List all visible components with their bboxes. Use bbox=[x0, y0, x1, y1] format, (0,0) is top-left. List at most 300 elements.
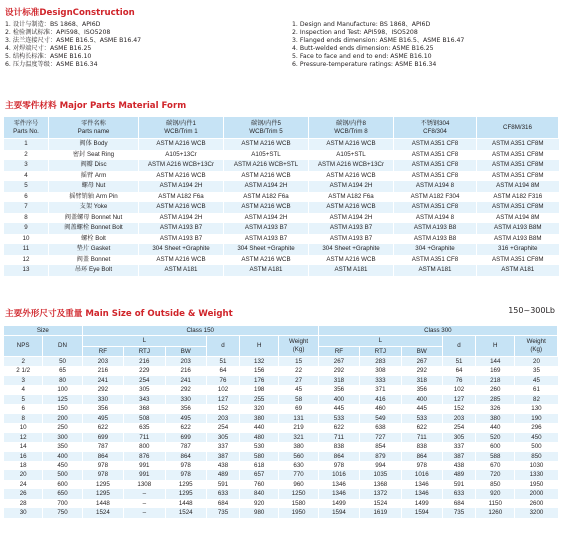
dims-cell: 495 bbox=[82, 414, 123, 423]
parts-header-en: WCB/Trim 1 bbox=[164, 127, 198, 135]
dims-cell: 58 bbox=[279, 395, 318, 404]
weight300-unit: (Kg) bbox=[530, 346, 543, 353]
dims-cell: 440 bbox=[240, 423, 279, 432]
parts-cell: A105+STL bbox=[224, 150, 309, 161]
nps-header: NPS bbox=[4, 336, 43, 357]
parts-header-cn: 碳钢/内件1 bbox=[166, 119, 196, 127]
dims-cell: 1295 bbox=[165, 480, 206, 489]
dims-cell: 292 bbox=[82, 385, 123, 394]
parts-cell: ASTM A351 CF8M bbox=[477, 150, 559, 161]
parts-row bbox=[4, 223, 559, 234]
d300-header: d bbox=[442, 336, 475, 357]
size-header: Size bbox=[4, 326, 83, 336]
parts-cell: 螺母 Nut bbox=[49, 181, 139, 192]
dims-cell: – bbox=[124, 508, 165, 517]
dims-cell: 26 bbox=[4, 489, 43, 498]
parts-row bbox=[4, 171, 559, 182]
dims-cell: 296 bbox=[515, 423, 558, 432]
rf300-header: RF bbox=[318, 347, 359, 357]
parts-header-cn: 零件序号 bbox=[13, 119, 39, 127]
weight150-label: Weight bbox=[288, 338, 309, 345]
dims-cell: 400 bbox=[318, 395, 359, 404]
parts-header-row bbox=[4, 117, 559, 139]
dims-cell: 1524 bbox=[360, 499, 401, 508]
dims-cell: 1030 bbox=[515, 461, 558, 470]
parts-cell: ASTM A193 B7 bbox=[139, 234, 224, 245]
dims-title-en: Main Size of Outside & Weight bbox=[85, 309, 233, 319]
dims-cell: 61 bbox=[515, 385, 558, 394]
weight300-label: Weight bbox=[526, 338, 546, 345]
dims-cell: 978 bbox=[318, 461, 359, 470]
dims-cell: 241 bbox=[82, 376, 123, 385]
dims-row bbox=[4, 404, 558, 413]
class150-header: Class 150 bbox=[82, 326, 318, 336]
parts-header-en: Parts name bbox=[77, 127, 110, 135]
dims-cell: 1035 bbox=[360, 470, 401, 479]
parts-cell: ASTM A216 WCB bbox=[224, 139, 309, 150]
parts-cell: ASTM A194 8M bbox=[477, 213, 559, 224]
parts-cell: ASTM A216 WCB bbox=[309, 171, 394, 182]
dims-cell: 480 bbox=[240, 433, 279, 442]
dims-cell: 1619 bbox=[360, 508, 401, 517]
design-standard-en-line: 5. Face to face and end to end: ASME B16.10 bbox=[292, 53, 432, 61]
parts-cell: ASTM A216 WCB bbox=[309, 255, 394, 266]
parts-cell: ASTM A194 8 bbox=[394, 213, 477, 224]
parts-cell: ASTM A193 B8 bbox=[394, 223, 477, 234]
dims-cell: 321 bbox=[279, 433, 318, 442]
dims-cell: 978 bbox=[401, 461, 442, 470]
dims-cell: 24 bbox=[4, 480, 43, 489]
dims-cell: 1150 bbox=[476, 499, 515, 508]
pressure-range: 150~300Lb bbox=[508, 306, 555, 315]
dims-cell: 292 bbox=[318, 366, 359, 375]
parts-row bbox=[4, 255, 559, 266]
parts-cell: ASTM A216 WCB bbox=[224, 202, 309, 213]
parts-cell: ASTM A182 F6a bbox=[309, 192, 394, 203]
dims-cell: 650 bbox=[43, 489, 82, 498]
dims-cell: 1372 bbox=[360, 489, 401, 498]
dims-cell: 125 bbox=[43, 395, 82, 404]
dims-cell: 1346 bbox=[401, 480, 442, 489]
parts-header-cell bbox=[139, 117, 224, 139]
design-standard-en-line: 2. Inspection and Test: API598、ISO5208 bbox=[292, 29, 418, 37]
dims-cell: 131 bbox=[279, 414, 318, 423]
dims-cell: 489 bbox=[442, 470, 475, 479]
dims-cell: 1499 bbox=[318, 499, 359, 508]
parts-cell: 阀体 Body bbox=[49, 139, 139, 150]
design-standard-cn-line: 6. 压力温度等级：ASME B16.34 bbox=[5, 61, 98, 69]
dims-cell: 445 bbox=[401, 404, 442, 413]
dims-cell: 991 bbox=[124, 470, 165, 479]
dimensions-table bbox=[3, 325, 558, 518]
parts-cell: ASTM A194 8 bbox=[394, 181, 477, 192]
parts-cell: ASTM A193 B7 bbox=[309, 223, 394, 234]
parts-cell: ASTM A193 B7 bbox=[139, 223, 224, 234]
dims-cell: 416 bbox=[360, 395, 401, 404]
parts-cell: ASTM A351 CF8 bbox=[394, 202, 477, 213]
dims-cell: 1524 bbox=[82, 508, 123, 517]
dims-section-title bbox=[5, 307, 233, 319]
dims-cell: 991 bbox=[124, 461, 165, 470]
dims-cell: 326 bbox=[476, 404, 515, 413]
rtj150-header: RTJ bbox=[124, 347, 165, 357]
parts-cell: ASTM A351 CF8M bbox=[477, 202, 559, 213]
dims-cell: 30 bbox=[4, 508, 43, 517]
dims-cell: 4 bbox=[4, 385, 43, 394]
dims-cell: 218 bbox=[476, 376, 515, 385]
parts-cell: 5 bbox=[4, 181, 49, 192]
parts-row bbox=[4, 244, 559, 255]
parts-row bbox=[4, 265, 559, 276]
dims-cell: 622 bbox=[82, 423, 123, 432]
dims-cell: 152 bbox=[442, 404, 475, 413]
dims-cell: 630 bbox=[279, 461, 318, 470]
parts-cell: ASTM A182 F304 bbox=[394, 192, 477, 203]
dims-cell: 76 bbox=[206, 376, 239, 385]
dims-cell: 330 bbox=[165, 395, 206, 404]
parts-cell: ASTM A216 WCB bbox=[224, 171, 309, 182]
dims-cell: 229 bbox=[124, 366, 165, 375]
parts-cell: ASTM A216 WCB bbox=[224, 255, 309, 266]
dims-cell: 356 bbox=[401, 385, 442, 394]
parts-title-en: Major Parts Material Form bbox=[59, 101, 187, 111]
dims-cell: 350 bbox=[43, 442, 82, 451]
parts-header-cn: 碳钢/内件5 bbox=[251, 119, 281, 127]
dims-cell: 438 bbox=[206, 461, 239, 470]
dims-cell: 51 bbox=[442, 357, 475, 367]
parts-cell: 9 bbox=[4, 223, 49, 234]
dims-cell: 1346 bbox=[401, 489, 442, 498]
dims-cell: 711 bbox=[401, 433, 442, 442]
design-standard-en-line: 6. Pressure-temperature ratings: ASME B16.34 bbox=[292, 61, 437, 69]
dims-cell: 633 bbox=[442, 489, 475, 498]
dims-cell: 960 bbox=[279, 480, 318, 489]
dims-cell: 750 bbox=[43, 508, 82, 517]
dims-cell: 440 bbox=[476, 423, 515, 432]
dims-cell: 150 bbox=[43, 404, 82, 413]
dims-cell: 560 bbox=[279, 452, 318, 461]
parts-row bbox=[4, 160, 559, 171]
dims-cell: 1368 bbox=[360, 480, 401, 489]
parts-cell: ASTM A216 WCB bbox=[139, 202, 224, 213]
dims-cell: 203 bbox=[82, 357, 123, 367]
dims-row bbox=[4, 461, 558, 470]
parts-cell: ASTM A194 2H bbox=[309, 181, 394, 192]
dims-cell: 920 bbox=[476, 489, 515, 498]
dims-cell: 920 bbox=[240, 499, 279, 508]
dims-cell: 864 bbox=[401, 452, 442, 461]
dims-cell: 635 bbox=[124, 423, 165, 432]
dims-cell: 994 bbox=[360, 461, 401, 470]
dims-row bbox=[4, 442, 558, 451]
dims-cell: 241 bbox=[165, 376, 206, 385]
dims-cell: 400 bbox=[401, 395, 442, 404]
parts-cell: ASTM A181 bbox=[139, 265, 224, 276]
parts-header-cn: CF8M/316 bbox=[503, 123, 532, 131]
dims-cell: 2 1/2 bbox=[4, 366, 43, 375]
dims-cell: 216 bbox=[82, 366, 123, 375]
l300-header: L bbox=[318, 336, 442, 347]
dims-cell: 549 bbox=[360, 414, 401, 423]
dims-cell: 854 bbox=[360, 442, 401, 451]
parts-cell: ASTM A182 F6a bbox=[139, 192, 224, 203]
dims-row bbox=[4, 480, 558, 489]
parts-cell: 13 bbox=[4, 265, 49, 276]
dims-cell: 533 bbox=[401, 414, 442, 423]
dims-cell: 65 bbox=[43, 366, 82, 375]
parts-title-cn: 主要零件材料 bbox=[5, 101, 57, 111]
dims-cell: 255 bbox=[240, 395, 279, 404]
dims-cell: 35 bbox=[515, 366, 558, 375]
dims-row bbox=[4, 499, 558, 508]
dims-cell: 533 bbox=[318, 414, 359, 423]
dims-cell: 200 bbox=[43, 414, 82, 423]
dims-cell: 1260 bbox=[476, 508, 515, 517]
weight150-unit: (Kg) bbox=[292, 346, 305, 353]
dims-cell: 100 bbox=[43, 385, 82, 394]
bw300-header: BW bbox=[401, 347, 442, 357]
parts-cell: ASTM A216 WCB bbox=[309, 202, 394, 213]
design-standards-en bbox=[292, 21, 464, 70]
dims-cell: 45 bbox=[515, 376, 558, 385]
dims-cell: 45 bbox=[279, 385, 318, 394]
dims-cell: 132 bbox=[240, 357, 279, 367]
dims-cell: 380 bbox=[279, 442, 318, 451]
parts-cell: 7 bbox=[4, 202, 49, 213]
dims-cell: 400 bbox=[43, 452, 82, 461]
dims-cell: 20 bbox=[4, 470, 43, 479]
dims-cell: 879 bbox=[360, 452, 401, 461]
parts-cell: ASTM A351 CF8M bbox=[477, 139, 559, 150]
dims-cell: 3200 bbox=[515, 508, 558, 517]
dims-cell: 760 bbox=[240, 480, 279, 489]
design-standard-cn-line: 4. 对焊端尺寸：ASME B16.25 bbox=[5, 45, 92, 53]
parts-cell: ASTM A181 bbox=[224, 265, 309, 276]
dims-cell: 840 bbox=[240, 489, 279, 498]
dims-cell: 850 bbox=[515, 452, 558, 461]
parts-cell: 摇臂 Arm bbox=[49, 171, 139, 182]
dims-cell: 727 bbox=[360, 433, 401, 442]
parts-cell: ASTM A351 CF8 bbox=[394, 150, 477, 161]
dims-row bbox=[4, 433, 558, 442]
dims-cell: 260 bbox=[476, 385, 515, 394]
design-title-cn: 设计标准 bbox=[5, 8, 40, 18]
dims-cell: 980 bbox=[240, 508, 279, 517]
parts-cell: 11 bbox=[4, 244, 49, 255]
dims-cell: 20 bbox=[515, 357, 558, 367]
parts-cell: ASTM A194 2H bbox=[139, 213, 224, 224]
parts-cell: 316 +Graphite bbox=[477, 244, 559, 255]
parts-cell: ASTM A194 8M bbox=[477, 181, 559, 192]
dims-cell: 850 bbox=[476, 480, 515, 489]
dims-cell: 368 bbox=[124, 404, 165, 413]
l150-header: L bbox=[82, 336, 206, 347]
parts-header-cell bbox=[394, 117, 477, 139]
design-standard-cn-line: 5. 结构长标准：ASME B16.10 bbox=[5, 53, 92, 61]
parts-cell: ASTM A181 bbox=[309, 265, 394, 276]
dims-cell: 216 bbox=[165, 366, 206, 375]
dims-cell: 500 bbox=[515, 442, 558, 451]
dims-cell: 450 bbox=[515, 433, 558, 442]
dims-cell: 711 bbox=[318, 433, 359, 442]
dims-cell: 267 bbox=[318, 357, 359, 367]
dims-row bbox=[4, 452, 558, 461]
design-standard-en-line: 4. Butt-welded ends dimension: ASME B16.25 bbox=[292, 45, 434, 53]
dims-cell: 838 bbox=[318, 442, 359, 451]
dims-cell: 250 bbox=[43, 423, 82, 432]
dims-cell: 203 bbox=[165, 357, 206, 367]
parts-cell: A105+13Cr bbox=[139, 150, 224, 161]
parts-cell: ASTM A216 WCB bbox=[139, 255, 224, 266]
dims-cell: 495 bbox=[165, 414, 206, 423]
dims-cell: 530 bbox=[240, 442, 279, 451]
dims-cell: 622 bbox=[401, 423, 442, 432]
dims-cell: 203 bbox=[442, 414, 475, 423]
parts-cell: ASTM A193 B8 bbox=[394, 234, 477, 245]
parts-cell: ASTM A194 2H bbox=[224, 181, 309, 192]
parts-cell: ASTM A193 B7 bbox=[309, 234, 394, 245]
parts-header-cn: 不锈钢304 bbox=[420, 119, 450, 127]
dims-cell: 588 bbox=[476, 452, 515, 461]
parts-row bbox=[4, 213, 559, 224]
dims-cell: 2 bbox=[4, 357, 43, 367]
dims-cell: 285 bbox=[476, 395, 515, 404]
parts-row bbox=[4, 150, 559, 161]
dims-cell: 445 bbox=[318, 404, 359, 413]
bw150-header: BW bbox=[165, 347, 206, 357]
parts-cell: ASTM A181 bbox=[394, 265, 477, 276]
dims-cell: 371 bbox=[360, 385, 401, 394]
dims-cell: 684 bbox=[442, 499, 475, 508]
parts-cell: 阀盖螺母 Bonnet Nut bbox=[49, 213, 139, 224]
dims-cell: 618 bbox=[240, 461, 279, 470]
rf150-header: RF bbox=[82, 347, 123, 357]
dims-cell: 1499 bbox=[401, 499, 442, 508]
dims-cell: 978 bbox=[82, 470, 123, 479]
design-title-en: DesignConstruction bbox=[39, 8, 135, 18]
design-section-title bbox=[5, 6, 135, 18]
dims-cell: 1295 bbox=[82, 489, 123, 498]
parts-cell: 12 bbox=[4, 255, 49, 266]
dims-title-cn: 主要外形尺寸及重量 bbox=[5, 309, 83, 319]
parts-cell: ASTM A216 WCB bbox=[139, 139, 224, 150]
dims-cell: 1594 bbox=[318, 508, 359, 517]
design-standards-cn bbox=[5, 21, 141, 70]
dims-cell: 267 bbox=[401, 357, 442, 367]
parts-cell: 6 bbox=[4, 192, 49, 203]
dn-header: DN bbox=[43, 336, 82, 357]
dims-cell: 28 bbox=[4, 499, 43, 508]
dims-cell: 838 bbox=[401, 442, 442, 451]
parts-cell: 吊环 Eye Bolt bbox=[49, 265, 139, 276]
parts-cell: 4 bbox=[4, 171, 49, 182]
dims-cell: 700 bbox=[43, 499, 82, 508]
parts-cell: 304 +Graphite bbox=[394, 244, 477, 255]
dims-cell: 300 bbox=[43, 433, 82, 442]
dims-cell: 387 bbox=[442, 452, 475, 461]
parts-header-en: Parts No. bbox=[13, 127, 39, 135]
parts-cell: 2 bbox=[4, 150, 49, 161]
parts-cell: ASTM A182 F6a bbox=[224, 192, 309, 203]
parts-cell: 304 Sheet +Graphite bbox=[139, 244, 224, 255]
dims-cell: 216 bbox=[124, 357, 165, 367]
dims-cell: 622 bbox=[318, 423, 359, 432]
dims-cell: 978 bbox=[165, 470, 206, 479]
dims-cell: 699 bbox=[165, 433, 206, 442]
dims-cell: 1448 bbox=[165, 499, 206, 508]
parts-header-cn: 碳钢/内件8 bbox=[336, 119, 366, 127]
parts-cell: A105+STL bbox=[309, 150, 394, 161]
parts-cell: ASTM A194 2H bbox=[309, 213, 394, 224]
dims-cell: 591 bbox=[206, 480, 239, 489]
parts-cell: 摇臂销轴 Arm Pin bbox=[49, 192, 139, 203]
parts-section-title bbox=[5, 99, 186, 111]
dims-cell: 320 bbox=[240, 404, 279, 413]
dims-cell: 711 bbox=[124, 433, 165, 442]
dims-cell: 356 bbox=[318, 385, 359, 394]
rtj300-header: RTJ bbox=[360, 347, 401, 357]
dims-row bbox=[4, 385, 558, 394]
dims-cell: 1308 bbox=[124, 480, 165, 489]
parts-cell: 阀瓣 Disc bbox=[49, 160, 139, 171]
design-standard-cn-line: 3. 法兰连接尺寸：ASME B16.5、ASME B16.47 bbox=[5, 37, 142, 45]
dims-cell: 591 bbox=[442, 480, 475, 489]
dims-cell: 198 bbox=[240, 385, 279, 394]
dims-cell: 16 bbox=[4, 452, 43, 461]
dims-cell: – bbox=[124, 489, 165, 498]
dims-cell: 1524 bbox=[165, 508, 206, 517]
h150-header: H bbox=[240, 336, 279, 357]
dims-cell: 69 bbox=[279, 404, 318, 413]
dims-cell: 254 bbox=[442, 423, 475, 432]
dims-row bbox=[4, 508, 558, 517]
dims-cell: 337 bbox=[206, 442, 239, 451]
dims-cell: 82 bbox=[515, 395, 558, 404]
parts-cell: ASTM A351 CF8 bbox=[394, 139, 477, 150]
parts-cell: 支架 Yoke bbox=[49, 202, 139, 213]
parts-row bbox=[4, 139, 559, 150]
dims-cell: 735 bbox=[442, 508, 475, 517]
parts-cell: 垫片 Gasket bbox=[49, 244, 139, 255]
dims-cell: 1016 bbox=[318, 470, 359, 479]
parts-cell: 1 bbox=[4, 139, 49, 150]
design-standard-en-line: 3. Flanged ends dimension: ASME B16.5、ASME B16.47 bbox=[292, 37, 465, 45]
dims-cell: 580 bbox=[240, 452, 279, 461]
dims-cell: 460 bbox=[360, 404, 401, 413]
weight300-header bbox=[515, 336, 558, 357]
dims-cell: 864 bbox=[82, 452, 123, 461]
dims-cell: 600 bbox=[476, 442, 515, 451]
parts-cell: 8 bbox=[4, 213, 49, 224]
dims-cell: 1594 bbox=[401, 508, 442, 517]
dims-cell: 50 bbox=[43, 357, 82, 367]
dims-cell: 8 bbox=[4, 414, 43, 423]
dims-cell: 305 bbox=[442, 433, 475, 442]
parts-header-en: WCB/Trim 5 bbox=[249, 127, 283, 135]
dims-cell: 15 bbox=[279, 357, 318, 367]
dims-cell: 337 bbox=[442, 442, 475, 451]
dims-cell: 1016 bbox=[401, 470, 442, 479]
parts-cell: 304 Sheet +Graphite bbox=[309, 244, 394, 255]
dims-cell: 1448 bbox=[82, 499, 123, 508]
parts-cell: ASTM A351 CF8M bbox=[477, 255, 559, 266]
parts-cell: ASTM A351 CF8M bbox=[477, 171, 559, 182]
dims-cell: 1295 bbox=[165, 489, 206, 498]
dims-cell: 520 bbox=[476, 433, 515, 442]
parts-cell: ASTM A194 2H bbox=[224, 213, 309, 224]
dims-cell: 76 bbox=[442, 376, 475, 385]
parts-cell: ASTM A216 WCB+13Cr bbox=[139, 160, 224, 171]
